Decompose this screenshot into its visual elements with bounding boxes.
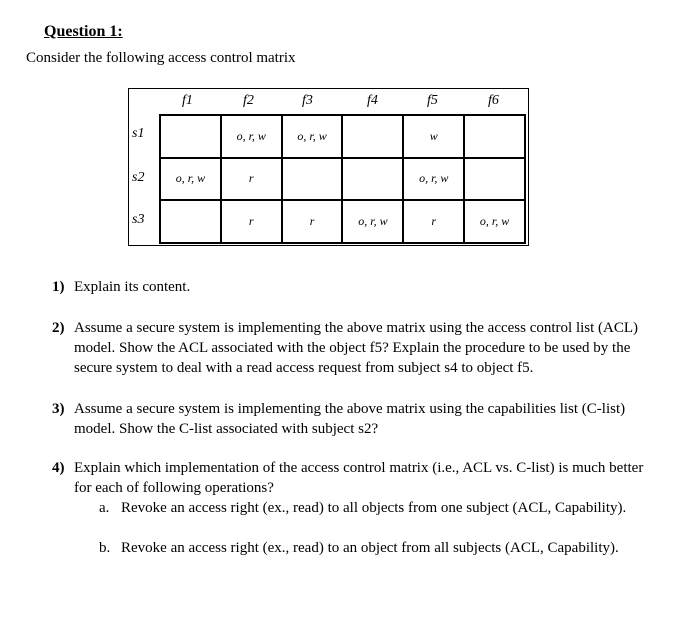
matrix-cell <box>465 159 526 202</box>
question-text: Explain which implementation of the access control matrix (i.e., ACL vs. C-list) is much better for each of following operations? <box>74 460 644 496</box>
matrix-cell: r <box>283 201 344 244</box>
matrix-cell: o, r, w <box>222 116 283 159</box>
question-text: Explain its content. <box>74 279 191 295</box>
question-item-3 <box>52 399 652 439</box>
subquestion-text: Revoke an access right (ex., read) to an object from all subjects (ACL, Capability). <box>121 540 619 556</box>
subquestion-letter: b. <box>99 540 111 556</box>
question-item-1 <box>52 277 652 297</box>
matrix-cell: o, r, w <box>283 116 344 159</box>
subquestion-text: Revoke an access right (ex., read) to all objects from one subject (ACL, Capability). <box>121 500 627 516</box>
subquestion-letter: a. <box>99 500 110 516</box>
question-item-4 <box>52 458 652 498</box>
matrix-cell: r <box>222 159 283 202</box>
matrix-cell: o, r, w <box>343 201 404 244</box>
subquestion-b <box>99 538 659 558</box>
question-number: 3) <box>52 401 65 417</box>
matrix-cell: r <box>404 201 465 244</box>
matrix-cell <box>161 116 222 159</box>
object-header-f1: f1 <box>182 93 193 108</box>
matrix-cell: o, r, w <box>161 159 222 202</box>
object-header-f4: f4 <box>367 93 378 108</box>
matrix-cell <box>283 159 344 202</box>
question-number: 2) <box>52 320 65 336</box>
question-number: 4) <box>52 460 65 476</box>
subject-label-s3: s3 <box>132 212 145 227</box>
subquestion-a <box>99 498 659 518</box>
subject-label-s2: s2 <box>132 170 145 185</box>
object-header-f5: f5 <box>427 93 438 108</box>
matrix-cell: w <box>404 116 465 159</box>
matrix-cell: o, r, w <box>465 201 526 244</box>
object-header-f3: f3 <box>302 93 313 108</box>
subject-label-s1: s1 <box>132 126 145 141</box>
matrix-cell: r <box>222 201 283 244</box>
intro-text: Consider the following access control matrix <box>26 50 296 66</box>
matrix-grid <box>159 114 526 244</box>
question-number: 1) <box>52 279 65 295</box>
question-item-2 <box>52 318 652 378</box>
question-text: Assume a secure system is implementing the above matrix using the capabilities list (C-list) model. Show the C-list associated with subject s2? <box>74 401 626 437</box>
matrix-cell <box>343 159 404 202</box>
object-header-f6: f6 <box>488 93 499 108</box>
object-header-f2: f2 <box>243 93 254 108</box>
question-text: Assume a secure system is implementing the above matrix using the access control list (ACL) model. Show the ACL associated with the object f5? Explain the procedure to be used by the secure system to deal with a read access request from subject s4 to object f5. <box>74 320 639 376</box>
matrix-cell: o, r, w <box>404 159 465 202</box>
question-heading: Question 1: <box>44 23 123 40</box>
matrix-cell <box>343 116 404 159</box>
matrix-cell <box>161 201 222 244</box>
matrix-cell <box>465 116 526 159</box>
